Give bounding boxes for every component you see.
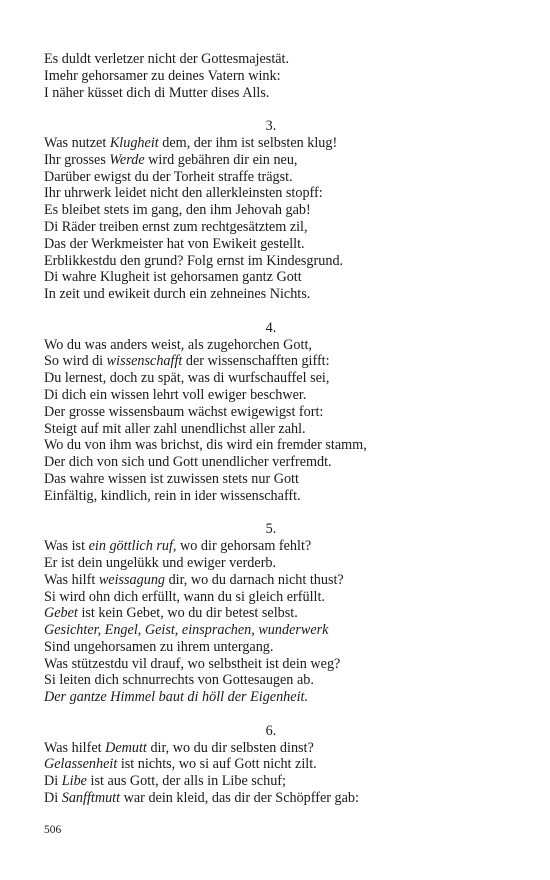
verse-text: Wo du was anders weist, als zugehorchen Gott, xyxy=(44,336,312,353)
verse-text: I näher küsset dich di Mutter dises Alls. xyxy=(44,84,270,101)
verse-line xyxy=(44,51,484,68)
stanza xyxy=(44,101,484,303)
stanza-number: 5. xyxy=(265,521,277,538)
verse-line xyxy=(44,740,484,757)
verse-line xyxy=(44,790,484,807)
verse-text: Einfältig, kindlich, rein in ider wissenschafft. xyxy=(44,487,301,504)
stanza-gap xyxy=(44,706,484,723)
verse-text: Imehr gehorsamer zu deines Vatern wink: xyxy=(44,67,281,84)
verse-text: dir, wo du darnach nicht thust? xyxy=(165,571,344,588)
verse-text: Du lernest, doch zu spät, was di wurfschauffel sei, xyxy=(44,370,330,387)
verse-line xyxy=(44,555,484,572)
verse-text: Was nutzet xyxy=(44,134,110,151)
verse-line xyxy=(44,622,484,639)
emphasized-text: weissagung xyxy=(98,571,166,588)
verse-text: Es bleibet stets im gang, den ihm Jehovah gab! xyxy=(44,202,311,219)
verse-text: Der dich von sich und Gott unendlicher verfremdt. xyxy=(44,454,332,471)
verse-line xyxy=(44,253,484,270)
verse-text: Was ist xyxy=(44,538,89,555)
verse-text: Steigt auf mit aller zahl unendlichst aller zahl. xyxy=(44,420,306,437)
verse-text: Darüber ewigst du der Torheit straffe trägst. xyxy=(44,168,293,185)
verse-line xyxy=(44,421,484,438)
verse-line xyxy=(44,572,484,589)
verse-line xyxy=(44,370,484,387)
stanza-number: 4. xyxy=(265,319,277,336)
page-number: 506 xyxy=(44,824,62,836)
verse-line xyxy=(44,135,484,152)
verse-line xyxy=(44,689,484,706)
verse-text: Was hilft xyxy=(44,571,99,588)
verse-line xyxy=(44,185,484,202)
emphasized-text: ein göttlich ruf, xyxy=(88,538,177,555)
verse-text: So wird di xyxy=(44,353,107,370)
verse-text: Ihr grosses xyxy=(44,151,110,168)
verse-text: wird gebähren dir ein neu, xyxy=(144,151,298,168)
verse-line xyxy=(44,286,484,303)
verse-line xyxy=(44,589,484,606)
verse-line xyxy=(44,437,484,454)
verse-line xyxy=(44,387,484,404)
emphasized-text: Gelassenheit xyxy=(44,756,118,773)
verse-line xyxy=(44,337,484,354)
verse-line xyxy=(44,68,484,85)
emphasized-text: Gebet xyxy=(44,605,78,622)
verse-line xyxy=(44,152,484,169)
emphasized-text: Libe xyxy=(61,773,87,790)
verse-line xyxy=(44,353,484,370)
verse-text: ist kein Gebet, wo du dir betest selbst. xyxy=(77,605,298,622)
stanza xyxy=(44,303,484,505)
verse-text: Si leiten dich schnurrechts von Gottesaugen ab. xyxy=(44,672,314,689)
verse-line xyxy=(44,605,484,622)
verse-text: Er ist dein ungelükk und ewiger verderb. xyxy=(44,554,277,571)
stanza-gap xyxy=(44,505,484,522)
verse-line xyxy=(44,169,484,186)
verse-text: wo dir gehorsam fehlt? xyxy=(176,538,312,555)
verse-text: Sind ungehorsamen zu ihrem untergang. xyxy=(44,638,274,655)
verse-text: Wo du von ihm was brichst, dis wird ein fremder stamm, xyxy=(44,437,367,454)
verse-line xyxy=(44,85,484,102)
poem-body xyxy=(44,51,484,807)
verse-line xyxy=(44,773,484,790)
verse-text: Was stützestdu vil drauf, wo selbstheit ist dein weg? xyxy=(44,655,341,672)
emphasized-text: Sanfftmutt xyxy=(61,790,121,807)
verse-text: Di xyxy=(44,773,62,790)
verse-line xyxy=(44,202,484,219)
verse-text: Erblikkestdu den grund? Folg ernst im Kindesgrund. xyxy=(44,252,344,269)
verse-line xyxy=(44,639,484,656)
verse-line xyxy=(44,404,484,421)
verse-text: Der grosse wissensbaum wächst ewigewigst fort: xyxy=(44,403,324,420)
emphasized-text: Werde xyxy=(109,151,145,168)
emphasized-text: wissenschafft xyxy=(106,353,183,370)
verse-text: der wissenschafften gifft: xyxy=(182,353,330,370)
verse-text: Di Räder treiben ernst zum rechtgesätztem zil, xyxy=(44,218,308,235)
emphasized-text: Klugheit xyxy=(109,134,159,151)
verse-text: dir, wo du dir selbsten dinst? xyxy=(146,739,314,756)
verse-line xyxy=(44,236,484,253)
verse-line xyxy=(44,269,484,286)
stanza-number: 3. xyxy=(265,118,277,135)
verse-text: Das wahre wissen ist zuwissen stets nur Gott xyxy=(44,470,299,487)
verse-text: Ihr uhrwerk leidet nicht den allerkleinsten stopff: xyxy=(44,185,323,202)
verse-line xyxy=(44,454,484,471)
verse-line xyxy=(44,471,484,488)
verse-text: Si wird ohn dich erfüllt, wann du si gleich erfüllt. xyxy=(44,588,325,605)
verse-text: Di xyxy=(44,790,62,807)
verse-line xyxy=(44,672,484,689)
stanza-number: 6. xyxy=(265,722,277,739)
verse-line xyxy=(44,538,484,555)
verse-line xyxy=(44,488,484,505)
verse-text: Es duldt verletzer nicht der Gottesmajestät. xyxy=(44,51,290,67)
verse-text: Di dich ein wissen lehrt voll ewiger beschwer. xyxy=(44,386,307,403)
stanza xyxy=(44,706,484,807)
verse-text: Was hilfet xyxy=(44,739,106,756)
emphasized-text: Demutt xyxy=(105,739,147,756)
stanza xyxy=(44,505,484,707)
emphasized-text: Gesichter, Engel, Geist, einsprachen, wunderwerk xyxy=(44,622,329,639)
verse-text: ist nichts, wo si auf Gott nicht zilt. xyxy=(117,756,317,773)
stanza-gap xyxy=(44,101,484,118)
stanza-gap xyxy=(44,303,484,320)
verse-text: In zeit und ewikeit durch ein zehneines Nichts. xyxy=(44,286,311,303)
verse-line xyxy=(44,756,484,773)
verse-line xyxy=(44,219,484,236)
stanza xyxy=(44,51,484,101)
verse-text: war dein kleid, das dir der Schöpffer gab: xyxy=(120,790,359,807)
emphasized-text: Der gantze Himmel baut di höll der Eigenheit. xyxy=(44,689,309,706)
verse-text: dem, der ihm ist selbsten klug! xyxy=(158,134,338,151)
verse-line xyxy=(44,656,484,673)
verse-text: Das der Werkmeister hat von Ewikeit gestellt. xyxy=(44,235,305,252)
verse-text: Di wahre Klugheit ist gehorsamen gantz Gott xyxy=(44,269,302,286)
verse-text: ist aus Gott, der alls in Libe schuf; xyxy=(86,773,286,790)
